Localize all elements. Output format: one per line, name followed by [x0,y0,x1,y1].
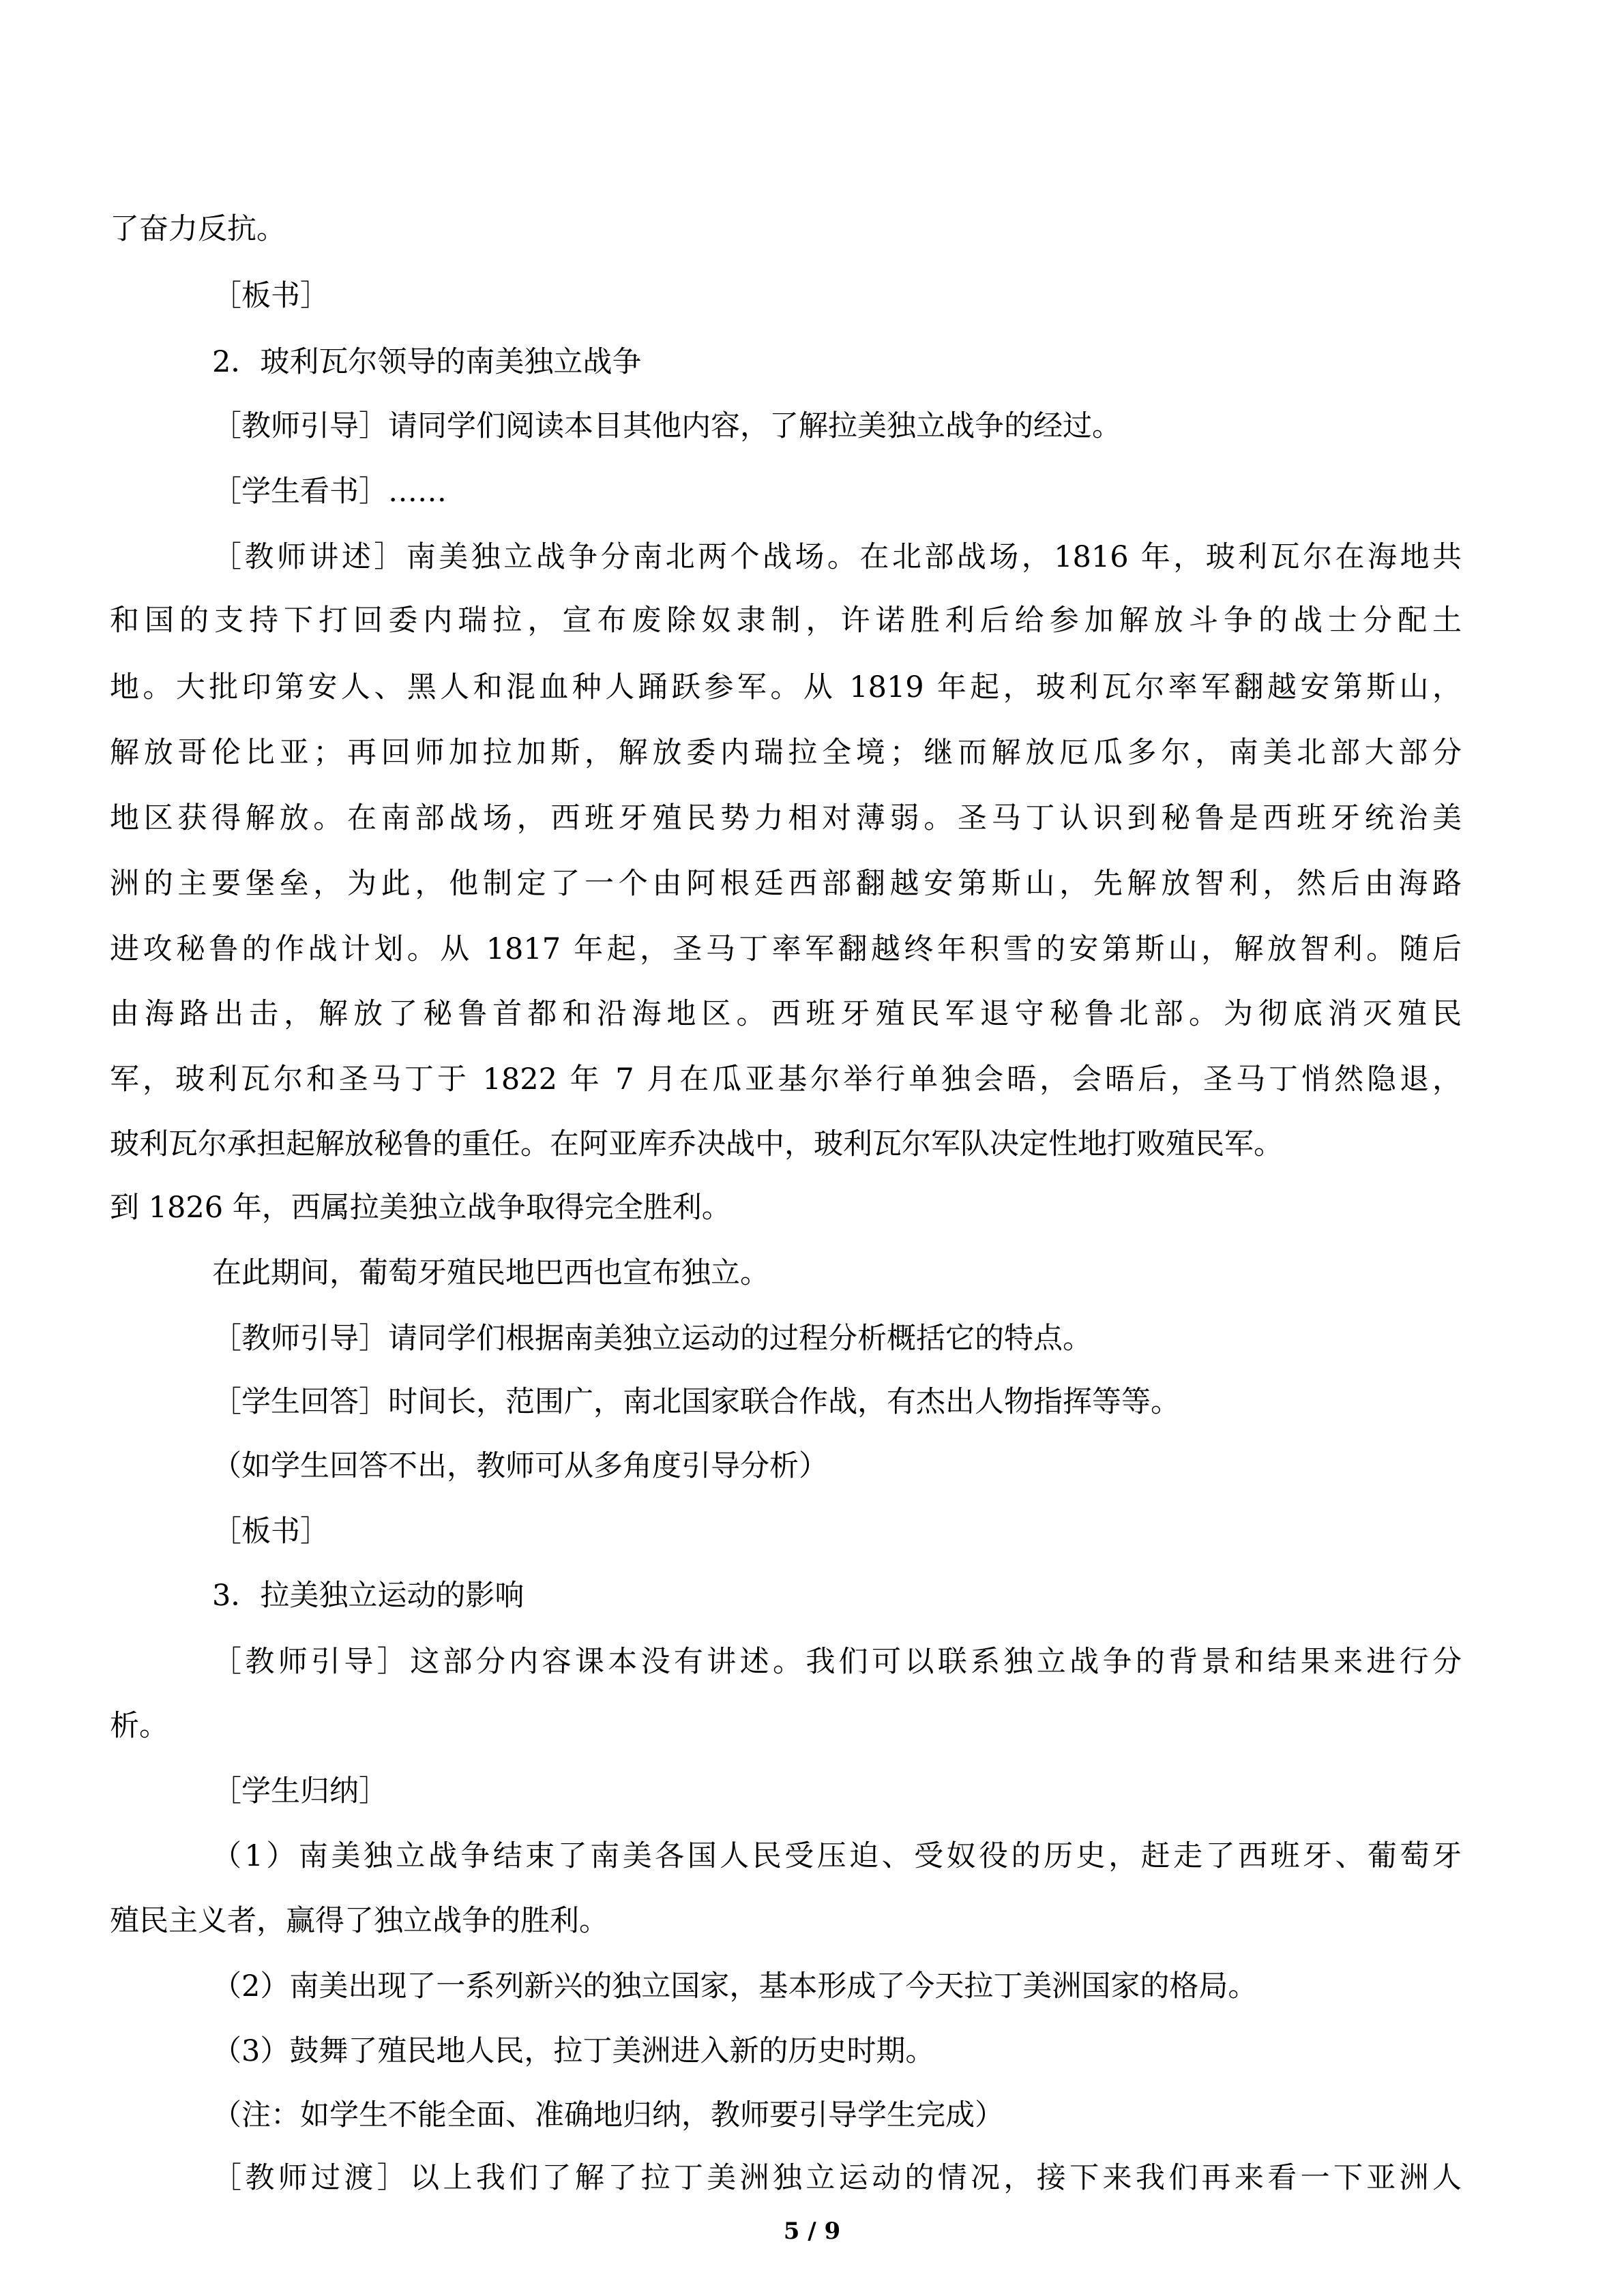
note-line: （注：如学生不能全面、准确地归纳，教师要引导学生完成） [212,2098,1004,2132]
text-line: ［教师引导］这部分内容课本没有讲述。我们可以联系独立战争的背景和结果来进行分 [212,1645,1462,1679]
section-heading: 3．拉美独立运动的影响 [212,1579,525,1613]
list-item-continuation: 殖民主义者，赢得了独立战争的胜利。 [110,1904,608,1938]
text-line: 了奋力反抗。 [110,212,286,246]
list-item: （2）南美出现了一系列新兴的独立国家，基本形成了今天拉丁美洲国家的格局。 [212,1969,1258,2003]
list-item: （1）南美独立战争结束了南美各国人民受压迫、受奴役的历史，赶走了西班牙、葡萄牙 [212,1839,1462,1873]
list-item: （3）鼓舞了殖民地人民，拉丁美洲进入新的历史时期。 [212,2034,935,2068]
text-line: 由海路出击，解放了秘鲁首都和沿海地区。西班牙殖民军退守秘鲁北部。为彻底消灭殖民 [110,997,1462,1031]
text-line: ［教师引导］请同学们根据南美独立运动的过程分析概括它的特点。 [212,1322,1092,1356]
text-line: 和国的支持下打回委内瑞拉，宣布废除奴隶制，许诺胜利后给参加解放斗争的战士分配土 [110,603,1462,638]
text-line: ［学生看书］…… [212,475,447,509]
text-line: ［教师过渡］以上我们了解了拉丁美洲独立运动的情况，接下来我们再来看一下亚洲人 [212,2161,1462,2195]
text-line: ［板书］ [212,279,329,313]
text-line: 进攻秘鲁的作战计划。从 1817 年起，圣马丁率军翻越终年积雪的安第斯山，解放智利。随后 [110,932,1462,966]
text-line: 地。大批印第安人、黑人和混血种人踊跃参军。从 1819 年起，玻利瓦尔率军翻越安第斯山， [110,670,1462,704]
text-line: 解放哥伦比亚；再回师加拉加斯，解放委内瑞拉全境；继而解放厄瓜多尔，南美北部大部分 [110,736,1462,770]
text-line: 析。 [110,1709,168,1743]
text-line: 洲的主要堡垒，为此，他制定了一个由阿根廷西部翻越安第斯山，先解放智利，然后由海路 [110,867,1462,901]
text-line: 到 1826 年，西属拉美独立战争取得完全胜利。 [110,1191,731,1225]
page-number: 5 / 9 [783,2218,841,2245]
text-line: ［学生归纳］ [212,1774,388,1808]
text-line: ［教师讲述］南美独立战争分南北两个战场。在北部战场，1816 年，玻利瓦尔在海地共 [212,540,1462,574]
section-heading: 2．玻利瓦尔领导的南美独立战争 [212,345,642,379]
text-line: 在此期间，葡萄牙殖民地巴西也宣布独立。 [212,1256,769,1290]
text-line: 地区获得解放。在南部战场，西班牙殖民势力相对薄弱。圣马丁认识到秘鲁是西班牙统治美 [110,801,1462,835]
text-line: 军，玻利瓦尔和圣马丁于 1822 年 7 月在瓜亚基尔举行单独会晤，会晤后，圣马丁悄然隐退， [110,1062,1462,1097]
text-line: ［教师引导］请同学们阅读本目其他内容，了解拉美独立战争的经过。 [212,409,1121,443]
text-line: ［板书］ [212,1515,329,1549]
text-line: （如学生回答不出，教师可从多角度引导分析） [212,1449,828,1483]
text-line: ［学生回答］时间长，范围广，南北国家联合作战，有杰出人物指挥等等。 [212,1385,1180,1419]
text-line: 玻利瓦尔承担起解放秘鲁的重任。在阿亚库乔决战中，玻利瓦尔军队决定性地打败殖民军。 [110,1127,1283,1161]
